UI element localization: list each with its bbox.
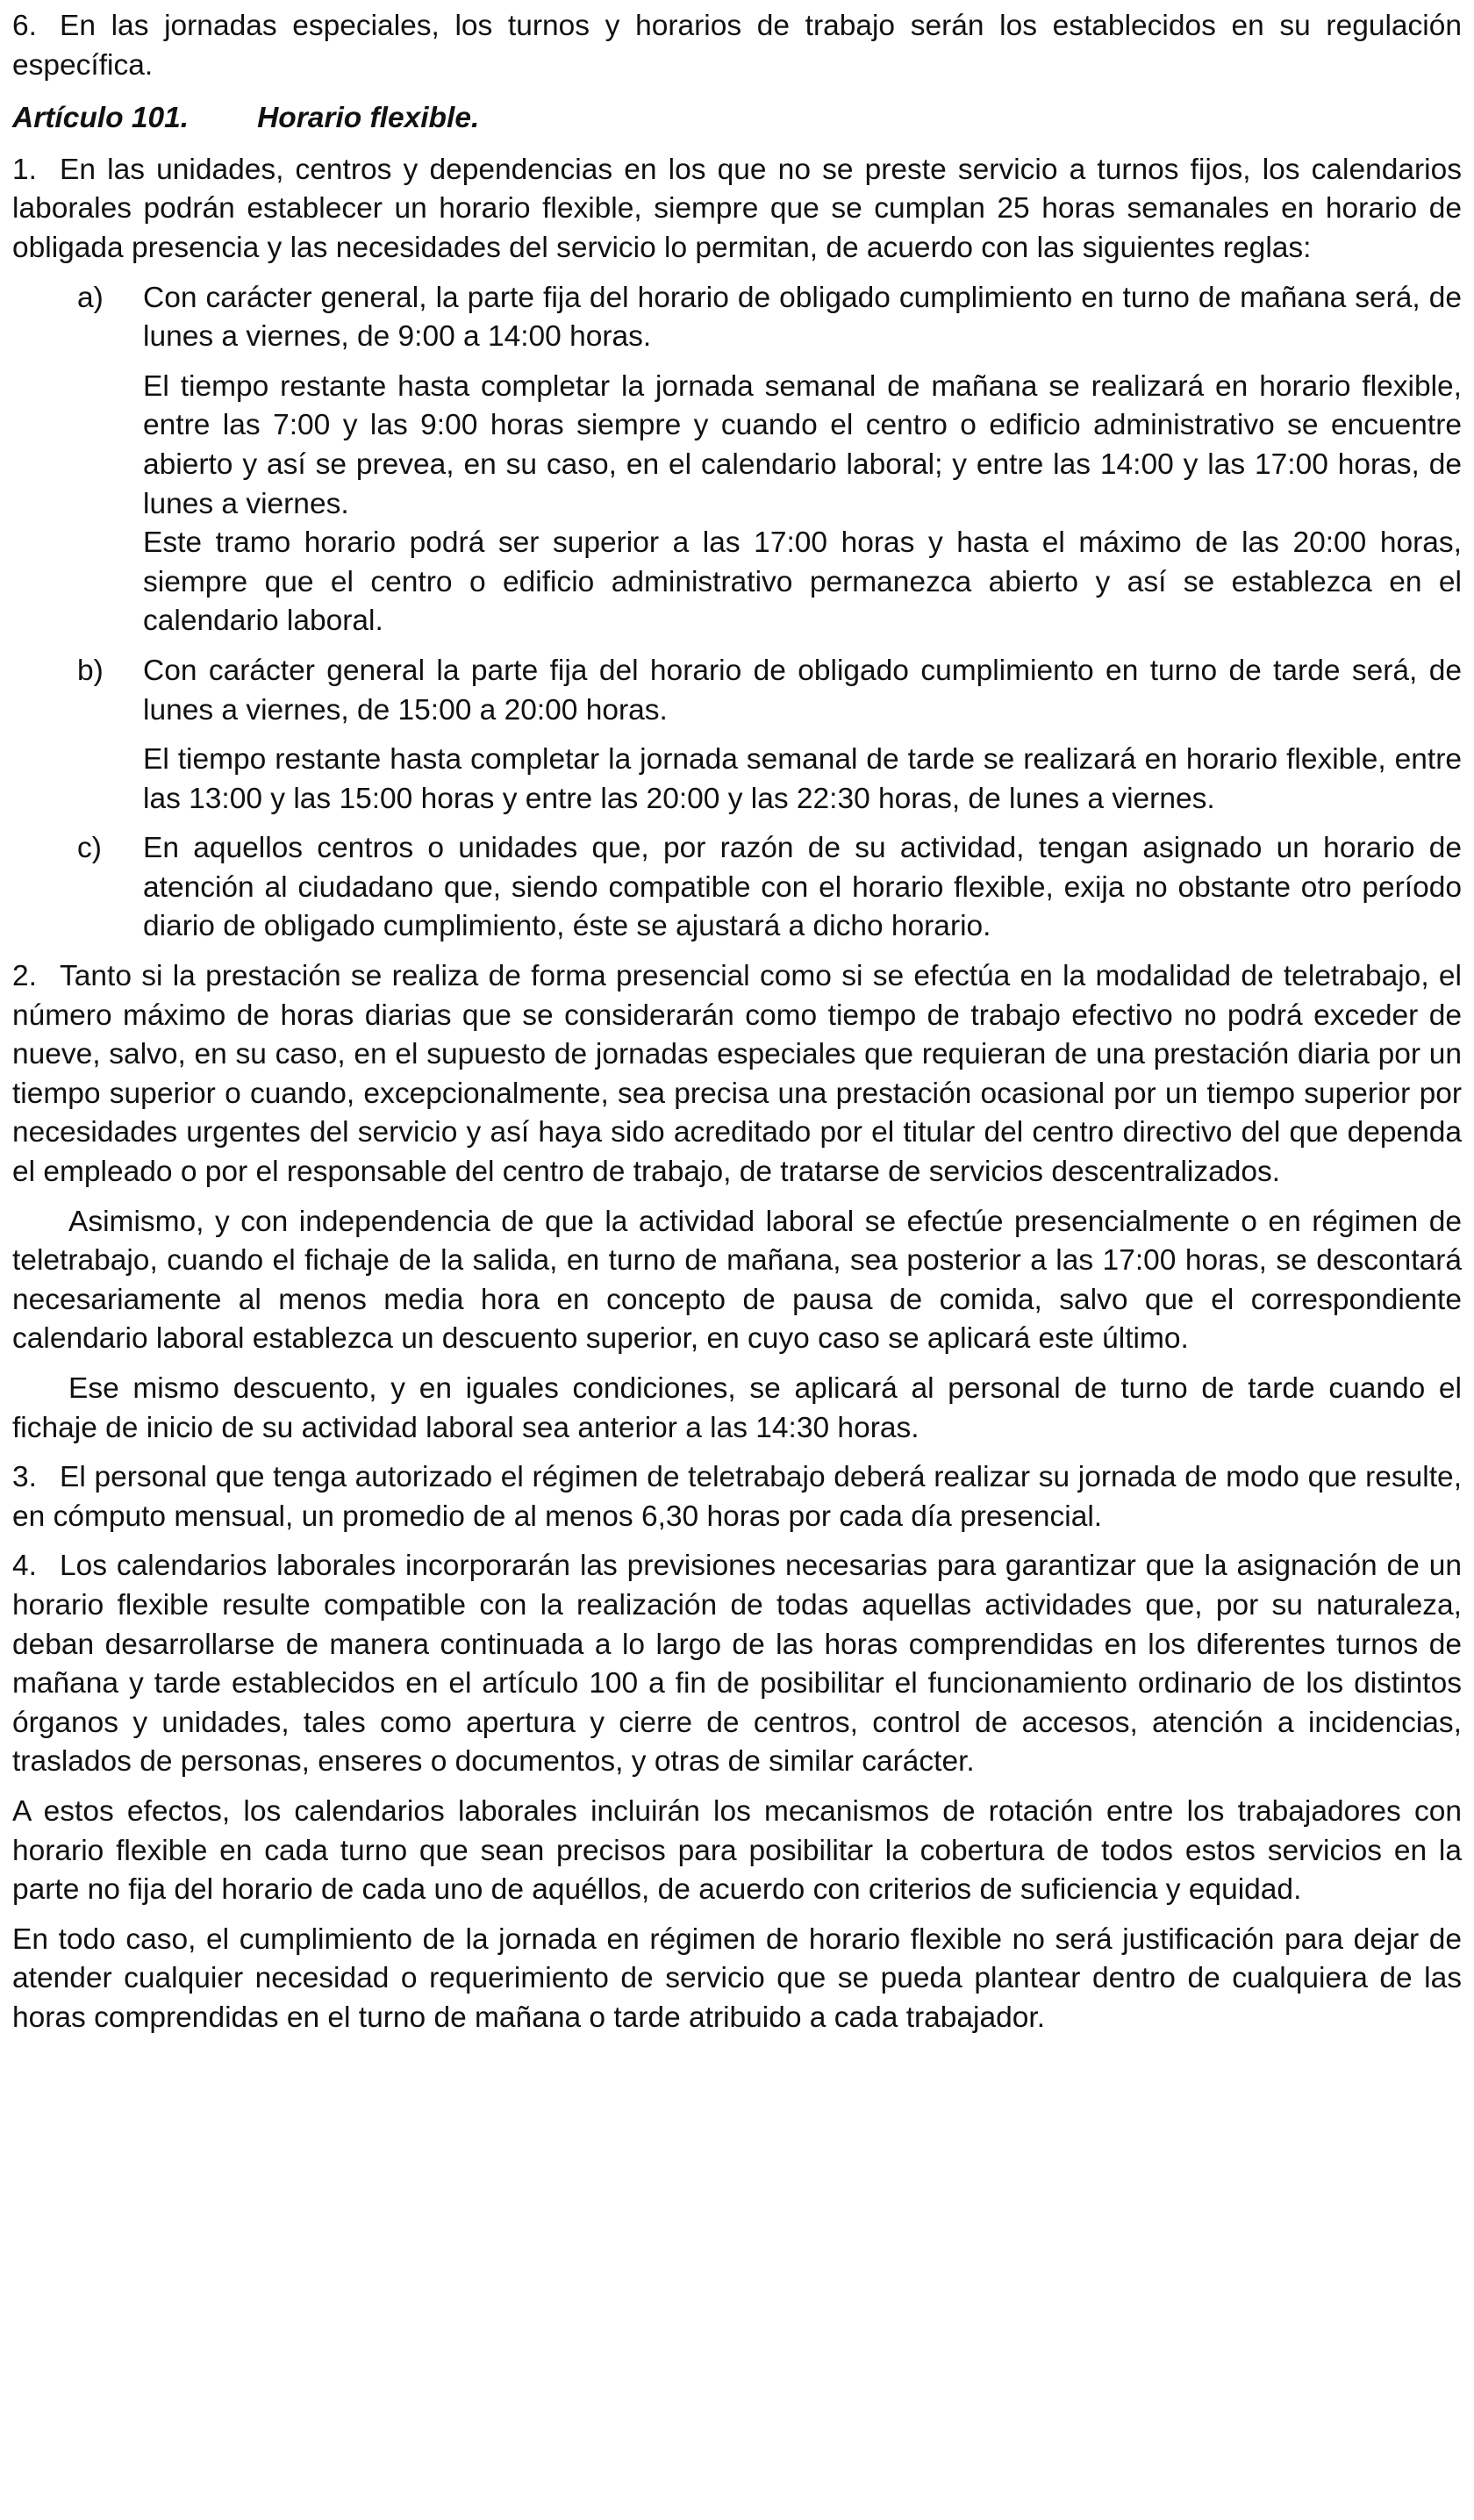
paragraph-text: En las unidades, centros y dependencias en los que no se preste servicio a turnos fijos, los calendarios laborales podrán establecer un horario flexible, siempre que se cumplan 25 horas semanales en horario de obligada presencia y las necesidades del servicio lo permitan, de acuerdo con las siguientes reglas: <box>12 153 1462 264</box>
list-item-b-detail: El tiempo restante hasta completar la jornada semanal de tarde se realizará en horario flexible, entre las 13:00 y las 15:00 horas y entre las 20:00 y las 22:30 horas, de lunes a viernes. <box>143 743 1462 815</box>
article-heading <box>12 99 1462 139</box>
paragraph-1 <box>12 151 1462 268</box>
paragraph-4-continuation: A estos efectos, los calendarios laborales incluirán los mecanismos de rotación entre los trabajadores con horario flexible en cada turno que sean precisos para posibilitar la cobertura de todos estos servicios en la parte no fija del horario de cada uno de aquéllos, de acuerdo con criterios de suficiencia y equidad. <box>12 1794 1462 1907</box>
list-marker: c) <box>77 832 102 865</box>
paragraph-2-continuation-2: Ese mismo descuento, y en iguales condiciones, se aplicará al personal de turno de tarde cuando el fichaje de inicio de su actividad laboral sea anterior a las 14:30 horas. <box>12 1372 1462 1444</box>
list-item-a <box>12 279 1462 357</box>
list-item-a-detail: El tiempo restante hasta completar la jornada semanal de mañana se realizará en horario flexible, entre las 7:00 y las 9:00 horas siempre y cuando el centro o edificio administrativo se encuentre abierto y así se prevea, en su caso, en el calendario laboral; y entre las 14:00 y las 17:00 horas, de lunes a viernes. <box>143 369 1462 520</box>
paragraph-text: Los calendarios laborales incorporarán las previsiones necesarias para garantizar que la asignación de un horario flexible resulte compatible con la realización de todas aquellas actividades que, por su naturaleza, deban desarrollarse de manera continuada a lo largo de las horas comprendidas en los diferentes turnos de mañana y tarde establecidos en el artículo 100 a fin de posibilitar el funcionamiento ordinario de los distintos órganos y unidades, tales como apertura y cierre de centros, control de accesos, atención a incidencias, traslados de personas, enseres o documentos, y otras de similar carácter. <box>12 1550 1462 1779</box>
paragraph-text: Tanto si la prestación se realiza de forma presencial como si se efectúa en la modalidad de teletrabajo, el número máximo de horas diarias que se considerarán como tiempo de trabajo efectivo no podrá exceder de nueve, salvo, en su caso, en el supuesto de jornadas especiales que requieran de una prestación diaria por un tiempo superior o cuando, excepcionalmente, sea precisa una prestación ocasional por un tiempo superior por necesidades urgentes del servicio y así haya sido acreditado por el titular del centro directivo del que dependa el empleado o por el responsable del centro de trabajo, de tratarse de servicios descentralizados. <box>12 960 1462 1189</box>
paragraph-4-continuation-2: En todo caso, el cumplimiento de la jornada en régimen de horario flexible no será justificación para dejar de atender cualquier necesidad o requerimiento de servicio que se pueda plantear dentro de cualquiera de las horas comprendidas en el turno de mañana o tarde atribuido a cada trabajador. <box>12 1922 1462 2034</box>
paragraph-4 <box>12 1547 1462 1782</box>
paragraph-number: 4. <box>12 1550 37 1583</box>
document-page <box>12 7 1462 2038</box>
paragraph-2 <box>12 957 1462 1192</box>
paragraph-number: 6. <box>12 10 37 42</box>
list-item-c <box>12 829 1462 947</box>
list-item-b <box>12 652 1462 730</box>
paragraph-2-continuation: Asimismo, y con independencia de que la actividad laboral se efectúe presencialmente o en régimen de teletrabajo, cuando el fichaje de la salida, en turno de mañana, sea posterior a las 17:00 horas, se descontará necesariamente al menos media hora en concepto de pausa de comida, salvo que el correspondiente calendario laboral establezca un descuento superior, en cuyo caso se aplicará este último. <box>12 1205 1462 1356</box>
list-item-text: Con carácter general, la parte fija del horario de obligado cumplimiento en turno de mañana será, de lunes a viernes, de 9:00 a 14:00 horas. <box>143 281 1462 354</box>
list-item-a-detail-2: Este tramo horario podrá ser superior a las 17:00 horas y hasta el máximo de las 20:00 horas, siempre que el centro o edificio administrativo permanezca abierto y así se establezca en el calendario laboral. <box>143 526 1462 638</box>
paragraph-6 <box>12 7 1462 85</box>
article-label: Artículo 101. <box>12 102 190 135</box>
list-item-text: Con carácter general la parte fija del horario de obligado cumplimiento en turno de tarde será, de lunes a viernes, de 15:00 a 20:00 horas. <box>143 654 1462 727</box>
paragraph-number: 1. <box>12 153 37 186</box>
paragraph-number: 3. <box>12 1461 37 1494</box>
paragraph-text: El personal que tenga autorizado el régimen de teletrabajo deberá realizar su jornada de modo que resulte, en cómputo mensual, un promedio de al menos 6,30 horas por cada día presencial. <box>12 1461 1462 1533</box>
list-marker: b) <box>77 654 104 687</box>
article-title: Horario flexible. <box>257 102 480 135</box>
list-item-text: En aquellos centros o unidades que, por razón de su actividad, tengan asignado un horario de atención al ciudadano que, siendo compatible con el horario flexible, exija no obstante otro período diario de obligado cumplimiento, éste se ajustará a dicho horario. <box>143 832 1462 943</box>
list-marker: a) <box>77 281 104 314</box>
paragraph-3 <box>12 1458 1462 1536</box>
paragraph-number: 2. <box>12 960 37 993</box>
paragraph-text: En las jornadas especiales, los turnos y horarios de trabajo serán los establecidos en su regulación específica. <box>12 10 1462 82</box>
